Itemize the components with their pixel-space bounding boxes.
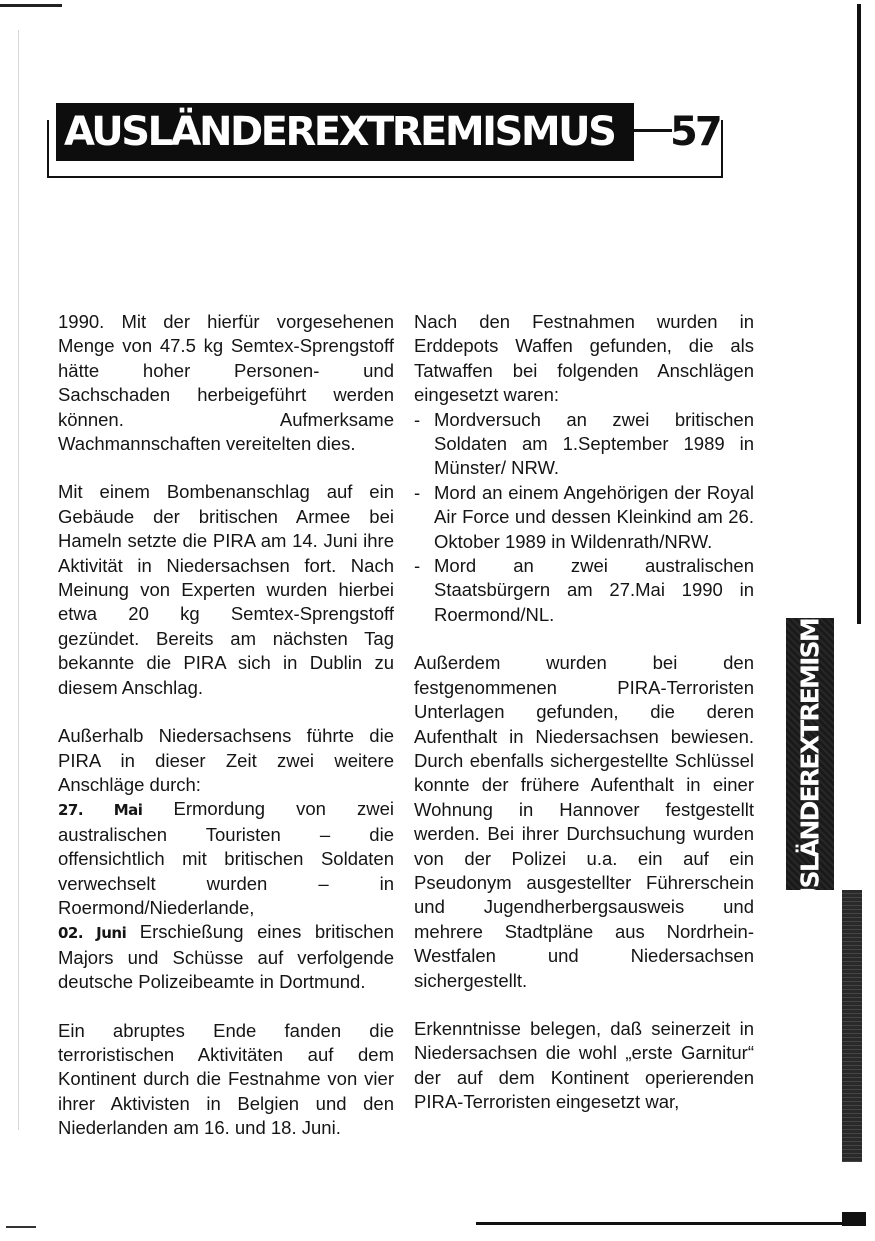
date-entry-1-date: 27. Mai (58, 801, 143, 820)
date-entry-2-text: Erschießung eines britischen Majors und Schüsse auf verfolgende deutsche Polizeibeamte in Dortmund. (58, 921, 394, 993)
date-entry-2-date: 02. Juni (58, 924, 127, 943)
scan-mark-top (0, 4, 62, 7)
right-paragraph-3: Erkenntnisse belegen, daß seinerzeit in Niedersachsen die wohl „erste Garnitur“ der auf dem Kontinent operierenden PIRA-Terroristen eingesetzt war, (414, 1017, 754, 1113)
left-paragraph-3: Außerhalb Niedersachsens führte die PIRA in dieser Zeit zwei weitere Anschläge durch: (58, 725, 394, 795)
bottom-rule (476, 1222, 866, 1225)
bottom-rule-end (842, 1212, 866, 1226)
bullet-item: - Mord an einem Angehörigen der Royal Air Force und dessen Kleinkind am 26. Oktober 1989 in Wildenrath/NRW. (414, 481, 754, 554)
bullet-item: - Mordversuch an zwei britischen Soldaten am 1.September 1989 in Münster/ NRW. (414, 408, 754, 481)
right-edge-rule (857, 4, 861, 624)
side-tab (786, 584, 834, 924)
scan-mark-left (18, 30, 19, 1130)
date-entry-2 (58, 920, 394, 994)
header-connector-line (634, 129, 672, 132)
right-column (414, 310, 754, 1115)
left-paragraph-2: Mit einem Bombenanschlag auf ein Gebäude der britischen Armee bei Hameln setzte die PIRA am 14. Juni ihre Aktivität in Niedersachsen fort. Nach Meinung von Experten wurden hierbei etwa 20 kg Semtex-Sprengstoff gezündet. Bereits am nächsten Tag bekannte die PIRA sich in Dublin zu diesem Anschlag. (58, 481, 394, 698)
right-paragraph-1: Nach den Festnahmen wurden in Erddepots Waffen gefunden, die als Tatwaffen bei folgenden Anschlägen eingesetzt waren: (414, 311, 754, 406)
page-title: AUSLÄNDEREXTREMISMUS (56, 103, 634, 161)
date-entry-1-text: Ermordung von zwei australischen Touristen – die offensichtlich mit britischen Soldaten verwechselt wurden – in Roermond/Niederlande, (58, 798, 394, 918)
left-paragraph-1: 1990. Mit der hierfür vorgesehenen Menge von 47.5 kg Semtex-Sprengstoff hätte hoher Personen- und Sachschaden herbeigeführt werden können. Aufmerksame Wachmannschaften vereitelten dies. (58, 311, 394, 455)
date-entry-1 (58, 797, 394, 920)
side-tab-label: AUSLÄNDEREXTREMISMUS (795, 584, 825, 924)
scan-mark-bottom-left (6, 1226, 36, 1228)
page-number: 57 (670, 109, 720, 155)
left-column (58, 310, 394, 1141)
right-paragraph-2: Außerdem wurden bei den festgenommenen PIRA-Terroristen Unterlagen gefunden, die deren Aufenthalt in Niedersachsen bewiesen. Durch ebenfalls sichergestellte Schlüssel konnte der frühere Aufenthalt in einer Wohnung in Hannover festgestellt werden. Bei ihrer Durchsuchung wurden von der Polizei u.a. ein auf ein Pseudonym ausgestellter Führerschein und Jugendherbergsausweis und mehrere Stadtpläne aus Nordrhein-Westfalen und Niedersachsen sichergestellt. (414, 652, 754, 991)
left-paragraph-4: Ein abruptes Ende fanden die terroristischen Aktivitäten auf dem Kontinent durch die Festnahme von vier ihrer Aktivisten in Belgien und den Niederlanden am 16. und 18. Juni. (58, 1019, 394, 1139)
side-strip (842, 890, 862, 1162)
bullet-list (414, 408, 754, 628)
bullet-item: - Mord an zwei australischen Staatsbürgern am 27.Mai 1990 in Roermond/NL. (414, 554, 754, 627)
